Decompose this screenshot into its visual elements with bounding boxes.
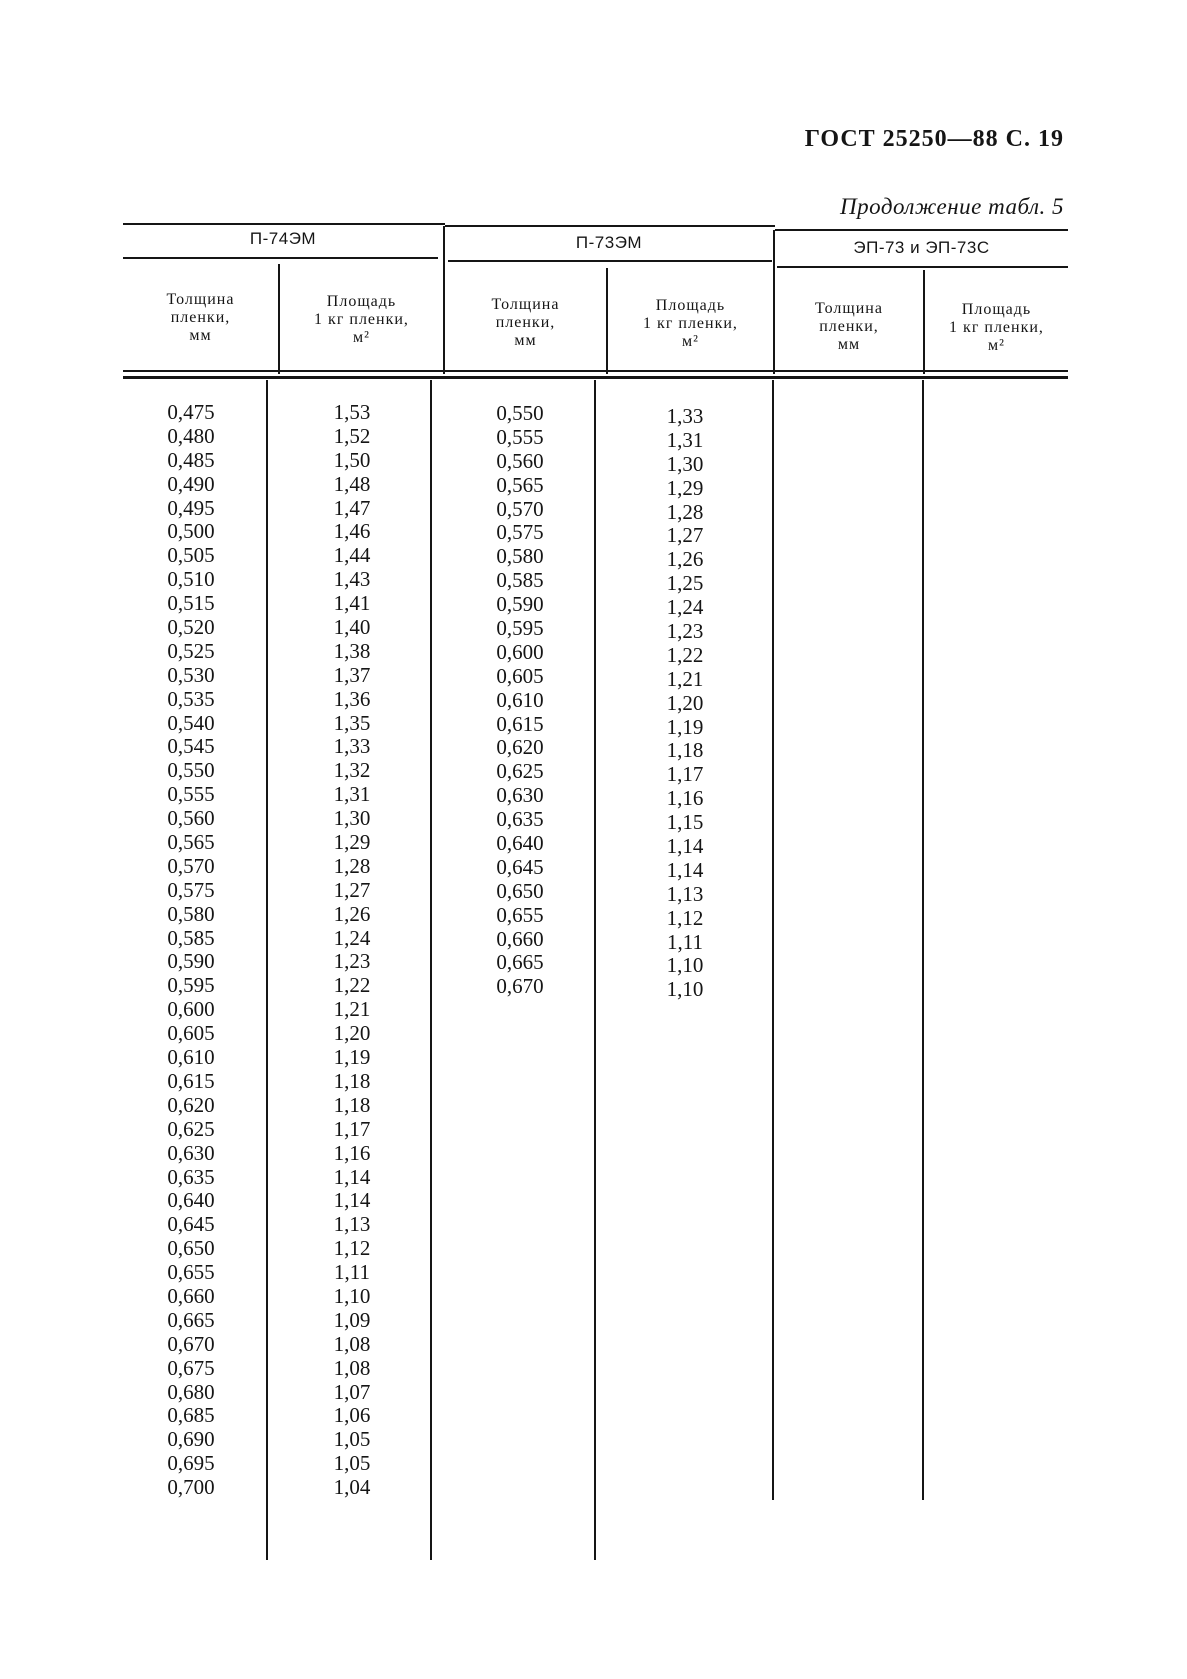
table-cell: 0,700: [167, 1475, 215, 1500]
table-cell: 0,640: [496, 831, 544, 856]
table-cell: 0,600: [496, 639, 544, 664]
group-rule-1: [123, 257, 438, 259]
table-cell: 1,26: [666, 547, 704, 572]
table-cell: 1,20: [333, 1021, 371, 1046]
table-cell: 1,14: [666, 857, 704, 882]
table-cell: 0,550: [496, 401, 544, 425]
table-cell: 0,625: [167, 1116, 215, 1141]
table-cell: 1,19: [666, 714, 704, 739]
table-cell: 1,19: [333, 1045, 371, 1070]
table-cell: 1,11: [334, 1260, 370, 1285]
table-cell: 1,46: [333, 519, 371, 544]
table-cell: 0,645: [167, 1212, 215, 1237]
table-top-rule-mid: [445, 225, 775, 227]
table-cell: 0,595: [167, 973, 215, 998]
table-cell: 0,670: [167, 1331, 215, 1356]
table-cell: 1,53: [333, 400, 371, 424]
area-column-p74em: [312, 401, 392, 1500]
table-cell: 0,590: [496, 592, 544, 617]
table-cell: 1,26: [333, 901, 371, 926]
table-cell: 1,08: [333, 1331, 371, 1356]
table-cell: 1,16: [666, 786, 704, 811]
table-cell: 1,32: [333, 758, 371, 783]
table-cell: 0,575: [167, 877, 215, 902]
table-cell: 1,28: [666, 499, 704, 524]
table-cell: 1,06: [333, 1403, 371, 1428]
table-cell: 0,605: [167, 1021, 215, 1046]
table-cell: 0,680: [167, 1379, 215, 1404]
table-cell: 0,660: [496, 926, 544, 951]
table-cell: 0,620: [496, 735, 544, 760]
table-cell: 1,20: [666, 690, 704, 715]
table-cell: 1,21: [666, 666, 704, 691]
table-cell: 0,650: [496, 878, 544, 903]
table-cell: 1,07: [333, 1379, 371, 1404]
table-cell: 0,670: [496, 974, 544, 999]
table-top-rule-left: [123, 223, 445, 225]
body-divider-1: [266, 380, 268, 1560]
table-cell: 0,520: [167, 615, 215, 640]
thickness-column-p74em: [145, 401, 237, 1500]
table-cell: 0,490: [167, 471, 215, 496]
table-cell: 1,43: [333, 567, 371, 592]
group-title-p73em: П-73ЭМ: [575, 233, 643, 252]
table-cell: 0,630: [496, 783, 544, 808]
body-divider-2: [430, 380, 432, 1560]
table-cell: 0,550: [167, 758, 215, 783]
table-cell: 1,23: [333, 949, 371, 974]
group-rule-3: [777, 266, 1068, 268]
table-cell: 0,560: [167, 806, 215, 831]
table-cell: 0,595: [496, 616, 544, 641]
table-top-rule-right: [775, 229, 1068, 231]
table-cell: 1,05: [333, 1427, 371, 1452]
table-cell: 0,695: [167, 1451, 215, 1476]
table-cell: 0,655: [496, 902, 544, 927]
table-cell: 0,525: [167, 638, 215, 663]
table-cell: 0,585: [496, 568, 544, 593]
table-cell: 0,655: [167, 1260, 215, 1285]
table-cell: 0,650: [167, 1236, 215, 1261]
table-cell: 1,27: [333, 877, 371, 902]
table-cell: 1,36: [333, 686, 371, 711]
table-cell: 0,675: [167, 1355, 215, 1380]
table-cell: 1,05: [333, 1451, 371, 1476]
header-double-rule-bottom: [123, 376, 1068, 379]
table-cell: 1,12: [333, 1236, 371, 1261]
table-cell: 0,645: [496, 854, 544, 879]
table-cell: 1,52: [333, 423, 371, 448]
table-cell: 0,640: [167, 1188, 215, 1213]
table-cell: 1,30: [666, 451, 704, 476]
table-cell: 1,22: [333, 973, 371, 998]
table-cell: 1,31: [666, 427, 704, 452]
body-divider-5: [922, 380, 924, 1500]
table-cell: 1,24: [333, 925, 371, 950]
table-cell: 1,44: [333, 543, 371, 568]
table-cell: 0,565: [167, 830, 215, 855]
table-cell: 1,50: [333, 447, 371, 472]
table-cell: 1,10: [666, 953, 704, 978]
table-cell: 0,665: [167, 1307, 215, 1332]
table-cell: 1,15: [666, 810, 704, 835]
area-column-p73em: [645, 405, 725, 1002]
table-cell: 0,495: [167, 495, 215, 520]
table-cell: 0,530: [167, 662, 215, 687]
table-cell: 1,12: [666, 905, 704, 930]
table-cell: 1,10: [333, 1283, 371, 1308]
table-cell: 0,570: [167, 853, 215, 878]
table-cell: 1,48: [333, 471, 371, 496]
col-header-thickness-2: Толщина пленки, мм: [491, 296, 560, 349]
table-cell: 1,08: [333, 1355, 371, 1380]
table-cell: 1,47: [333, 495, 371, 520]
table-continuation-label: Продолжение табл. 5: [840, 194, 1064, 219]
table-cell: 1,40: [333, 615, 371, 640]
table-cell: 1,38: [333, 638, 371, 663]
group-rule-2: [448, 260, 772, 262]
header-double-rule-top: [123, 370, 1068, 372]
table-cell: 0,580: [496, 544, 544, 569]
table-cell: 1,17: [333, 1116, 371, 1141]
table-cell: 1,18: [333, 1068, 371, 1093]
table-cell: 0,615: [167, 1068, 215, 1093]
table-cell: 1,29: [333, 830, 371, 855]
body-divider-3: [594, 380, 596, 1560]
table-cell: 0,690: [167, 1427, 215, 1452]
table-cell: 0,570: [496, 496, 544, 521]
table-cell: 0,580: [167, 901, 215, 926]
col-header-area-3: Площадь 1 кг пленки, м²: [949, 301, 1044, 354]
table-cell: 1,13: [333, 1212, 371, 1237]
table-cell: 0,475: [167, 400, 215, 424]
col-header-thickness-3: Толщина пленки, мм: [815, 300, 883, 353]
table-cell: 0,610: [496, 687, 544, 712]
table-cell: 1,18: [666, 738, 704, 763]
table-cell: 0,535: [167, 686, 215, 711]
table-cell: 1,09: [333, 1307, 371, 1332]
table-cell: 0,485: [167, 447, 215, 472]
table-cell: 1,27: [666, 523, 704, 548]
table-cell: 0,555: [167, 782, 215, 807]
table-cell: 1,30: [333, 806, 371, 831]
table-cell: 0,555: [496, 424, 544, 449]
table-cell: 1,28: [333, 853, 371, 878]
table-cell: 0,635: [496, 807, 544, 832]
table-cell: 1,29: [666, 475, 704, 500]
table-cell: 0,515: [167, 591, 215, 616]
table-cell: 0,600: [167, 997, 215, 1022]
group-title-ep73: ЭП-73 и ЭП-73С: [853, 238, 990, 257]
table-cell: 1,17: [666, 762, 704, 787]
table-cell: 1,22: [666, 642, 704, 667]
table-cell: 1,11: [667, 929, 703, 954]
col-header-thickness-1: Толщина пленки, мм: [166, 291, 235, 344]
table-cell: 1,18: [333, 1092, 371, 1117]
table-cell: 1,14: [666, 834, 704, 859]
table-cell: 1,24: [666, 595, 704, 620]
table-cell: 1,13: [666, 881, 704, 906]
table-cell: 1,33: [333, 734, 371, 759]
table-cell: 0,630: [167, 1140, 215, 1165]
table-cell: 0,660: [167, 1283, 215, 1308]
thickness-column-p73em: [474, 402, 566, 999]
table-cell: 0,480: [167, 423, 215, 448]
table-cell: 0,625: [496, 759, 544, 784]
table-cell: 0,545: [167, 734, 215, 759]
table-cell: 0,665: [496, 950, 544, 975]
table-cell: 0,620: [167, 1092, 215, 1117]
table-cell: 1,31: [333, 782, 371, 807]
table-cell: 1,25: [666, 571, 704, 596]
table-cell: 0,685: [167, 1403, 215, 1428]
table-cell: 1,14: [333, 1188, 371, 1213]
table-cell: 1,33: [666, 404, 704, 428]
table-cell: 1,35: [333, 710, 371, 735]
table-cell: 1,16: [333, 1140, 371, 1165]
table-cell: 0,610: [167, 1045, 215, 1070]
group-title-p74em: П-74ЭМ: [249, 229, 317, 248]
table-cell: 1,37: [333, 662, 371, 687]
table-cell: 0,605: [496, 663, 544, 688]
table-cell: 0,560: [496, 448, 544, 473]
table-cell: 1,23: [666, 619, 704, 644]
table-cell: 0,500: [167, 519, 215, 544]
table-cell: 1,21: [333, 997, 371, 1022]
page-header-code: ГОСТ 25250—88 С. 19: [804, 126, 1064, 152]
body-divider-4: [772, 380, 774, 1500]
table-cell: 1,04: [333, 1475, 371, 1500]
table-cell: 1,14: [333, 1164, 371, 1189]
table-cell: 0,590: [167, 949, 215, 974]
table-cell: 0,540: [167, 710, 215, 735]
table-cell: 0,505: [167, 543, 215, 568]
col-header-area-2: Площадь 1 кг пленки, м²: [643, 297, 738, 350]
table-cell: 0,615: [496, 711, 544, 736]
table-cell: 0,585: [167, 925, 215, 950]
table-cell: 0,510: [167, 567, 215, 592]
table-cell: 1,10: [666, 977, 704, 1002]
table-cell: 0,635: [167, 1164, 215, 1189]
table-cell: 0,565: [496, 472, 544, 497]
table-cell: 1,41: [333, 591, 371, 616]
col-header-area-1: Площадь 1 кг пленки, м²: [314, 293, 409, 346]
table-cell: 0,575: [496, 520, 544, 545]
